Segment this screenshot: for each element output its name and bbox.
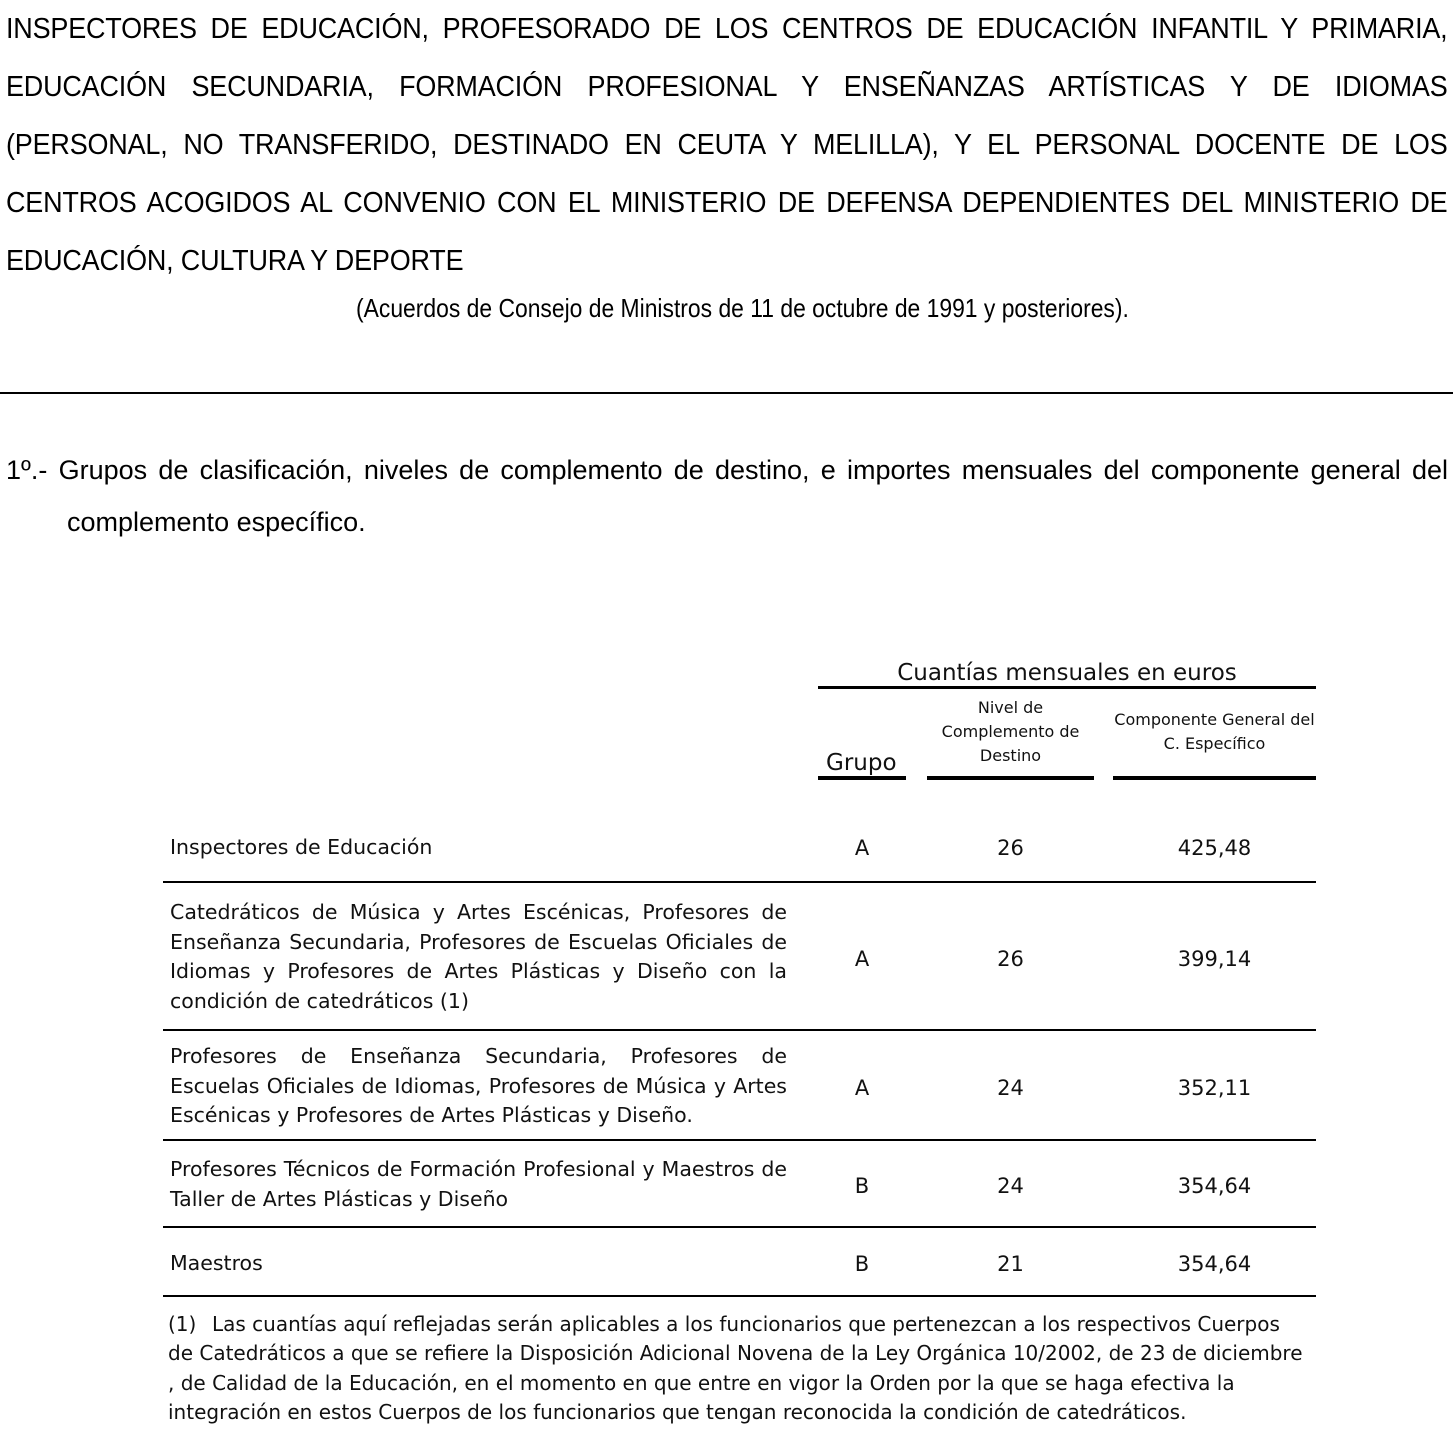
table-row-nivel: 21 xyxy=(997,1252,1024,1276)
table-bottom-rule xyxy=(163,1295,1316,1297)
table-row-nivel: 24 xyxy=(997,1076,1024,1100)
table-row-componente: 352,11 xyxy=(1177,1076,1252,1100)
table-row-divider xyxy=(163,1029,1316,1031)
column-header-grupo-rule xyxy=(818,776,906,780)
table-row-description: Inspectores de Educación xyxy=(170,835,433,859)
table-row-grupo: A xyxy=(854,836,870,860)
table-caption: Cuantías mensuales en euros xyxy=(897,660,1237,686)
table-row-description: Profesores Técnicos de Formación Profesional y Maestros de Taller de Artes Plásticas y Diseño xyxy=(170,1157,787,1211)
column-header-grupo: Grupo xyxy=(826,750,897,776)
table-row-description: Catedráticos de Música y Artes Escénicas, Profesores de Enseñanza Secundaria, Profesores de Escuelas Oficiales de Idiomas y Profesores de Artes Plásticas y Diseño con la condición de catedráticos (1) xyxy=(170,900,787,1013)
table-row-componente: 399,14 xyxy=(1177,947,1252,971)
footnote-text: Las cuantías aquí reflejadas serán aplicables a los funcionarios que pertenezcan a los respectivos Cuerpos de Catedráticos a que se refiere la Disposición Adicional Novena de la Ley Orgánica 10/2002, de 23 de diciembre , de Calidad de la Educación, en el momento en que entre en vigor la Orden por la que se haga efectiva la integración en estos Cuerpos de los funcionarios que tengan reconocida la condición de catedráticos. xyxy=(168,1312,1303,1424)
table-row-grupo: A xyxy=(854,947,870,971)
table-row-divider xyxy=(163,881,1316,883)
table-row-grupo: B xyxy=(854,1252,870,1276)
table-row-grupo: A xyxy=(854,1076,870,1100)
table-row-componente: 425,48 xyxy=(1177,836,1252,860)
table-caption-rule xyxy=(818,686,1316,689)
table-row-grupo: B xyxy=(854,1174,870,1198)
document-title: INSPECTORES DE EDUCACIÓN, PROFESORADO DE LOS CENTROS DE EDUCACIÓN INFANTIL Y PRIMARIA, EDUCACIÓN SECUNDARIA, FORMACIÓN PROFESIONAL Y ENSEÑANZAS ARTÍSTICAS Y DE IDIOMAS (PERSONAL, NO TRANSFERIDO, DESTINADO EN CEUTA Y MELILLA), Y EL PERSONAL DOCENTE DE LOS CENTROS ACOGIDOS AL CONVENIO CON EL MINISTERIO DE DEFENSA DEPENDIENTES DEL MINISTERIO DE EDUCACIÓN, CULTURA Y DEPORTE xyxy=(6,13,1448,277)
section-heading: 1º.- Grupos de clasificación, niveles de complemento de destino, e importes mensuales del componente general del complemento específico. xyxy=(6,455,1448,537)
table-row-nivel: 24 xyxy=(997,1174,1024,1198)
column-header-nivel-rule xyxy=(927,776,1094,780)
footnote xyxy=(168,1310,1303,1427)
document-subtitle: (Acuerdos de Consejo de Ministros de 11 de octubre de 1991 y posteriores). xyxy=(356,293,1129,323)
footnote-marker: (1) xyxy=(168,1312,197,1336)
table-row-componente: 354,64 xyxy=(1177,1174,1252,1198)
table-row-divider xyxy=(163,1139,1316,1141)
column-header-componente-rule xyxy=(1113,776,1316,780)
table-row-divider xyxy=(163,1226,1316,1228)
table-row-nivel: 26 xyxy=(997,947,1024,971)
table-row-componente: 354,64 xyxy=(1177,1252,1252,1276)
table-row-description: Profesores de Enseñanza Secundaria, Profesores de Escuelas Oficiales de Idiomas, Profesores de Música y Artes Escénicas y Profesores de Artes Plásticas y Diseño. xyxy=(170,1044,787,1127)
column-header-nivel: Nivel de Complemento de Destino xyxy=(941,698,1080,765)
title-divider xyxy=(0,392,1453,394)
table-row-nivel: 26 xyxy=(997,836,1024,860)
column-header-componente: Componente General del C. Específico xyxy=(1114,710,1315,753)
table-row-description: Maestros xyxy=(170,1251,263,1275)
